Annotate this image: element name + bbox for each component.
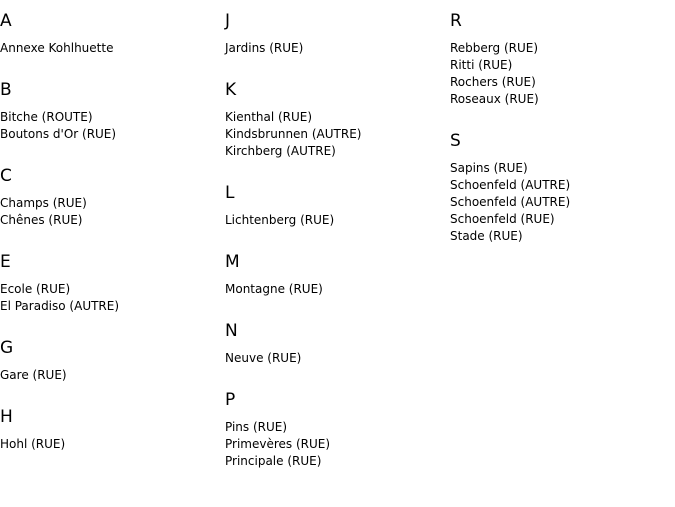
- street-link[interactable]: Kienthal (RUE): [225, 110, 313, 124]
- letter-group: [450, 130, 675, 245]
- letter-group: [225, 182, 450, 229]
- letter-heading: A: [0, 11, 12, 31]
- street-list: [450, 40, 675, 108]
- street-link[interactable]: Primevères (RUE): [225, 437, 331, 451]
- street-list: [0, 40, 225, 57]
- street-link[interactable]: Bitche (ROUTE): [0, 110, 93, 124]
- letter-heading: H: [0, 407, 13, 427]
- letter-heading: L: [225, 183, 235, 203]
- street-list: [450, 160, 675, 245]
- letter-heading: G: [0, 338, 14, 358]
- street-list: [225, 109, 450, 160]
- street-link[interactable]: Schoenfeld (AUTRE): [450, 195, 571, 209]
- letter-group: [225, 79, 450, 160]
- letter-group: [0, 251, 225, 315]
- street-link[interactable]: Champs (RUE): [0, 196, 87, 210]
- street-link[interactable]: Jardins (RUE): [225, 41, 304, 55]
- letter-heading: C: [0, 166, 12, 186]
- letter-group: [0, 165, 225, 229]
- street-link[interactable]: Montagne (RUE): [225, 282, 323, 296]
- street-list: [225, 40, 450, 57]
- street-link[interactable]: Boutons d'Or (RUE): [0, 127, 117, 141]
- letter-heading: N: [225, 321, 238, 341]
- letter-group: [0, 79, 225, 143]
- street-link[interactable]: Roseaux (RUE): [450, 92, 539, 106]
- letter-group: [0, 337, 225, 384]
- street-link[interactable]: Rebberg (RUE): [450, 41, 539, 55]
- street-list: [225, 350, 450, 367]
- letter-heading: J: [225, 11, 231, 31]
- street-link[interactable]: Ritti (RUE): [450, 58, 513, 72]
- index-column: [225, 0, 450, 492]
- street-list: [225, 281, 450, 298]
- letter-group: [225, 389, 450, 470]
- letter-group: [225, 10, 450, 57]
- letter-heading: P: [225, 390, 236, 410]
- street-link[interactable]: Gare (RUE): [0, 368, 67, 382]
- letter-heading: R: [450, 11, 462, 31]
- letter-heading: E: [0, 252, 11, 272]
- letter-heading: K: [225, 80, 237, 100]
- street-link[interactable]: Principale (RUE): [225, 454, 322, 468]
- index-column: [450, 0, 675, 267]
- letter-heading: S: [450, 131, 461, 151]
- street-link[interactable]: Pins (RUE): [225, 420, 288, 434]
- street-link[interactable]: Annexe Kohlhuette: [0, 41, 114, 55]
- street-link[interactable]: El Paradiso (AUTRE): [0, 299, 120, 313]
- street-list: [0, 281, 225, 315]
- street-link[interactable]: Kirchberg (AUTRE): [225, 144, 336, 158]
- street-list: [0, 436, 225, 453]
- street-link[interactable]: Rochers (RUE): [450, 75, 536, 89]
- letter-heading: B: [0, 80, 12, 100]
- street-link[interactable]: Sapins (RUE): [450, 161, 528, 175]
- street-link[interactable]: Hohl (RUE): [0, 437, 66, 451]
- street-link[interactable]: Stade (RUE): [450, 229, 523, 243]
- street-link[interactable]: Lichtenberg (RUE): [225, 213, 335, 227]
- street-link[interactable]: Kindsbrunnen (AUTRE): [225, 127, 362, 141]
- street-list: [0, 109, 225, 143]
- letter-group: [450, 10, 675, 108]
- street-link[interactable]: Neuve (RUE): [225, 351, 302, 365]
- letter-heading: M: [225, 252, 240, 272]
- letter-group: [225, 251, 450, 298]
- street-link[interactable]: Chênes (RUE): [0, 213, 83, 227]
- street-list: [225, 419, 450, 470]
- letter-group: [225, 320, 450, 367]
- letter-group: [0, 10, 225, 57]
- street-link[interactable]: Ecole (RUE): [0, 282, 71, 296]
- street-list: [225, 212, 450, 229]
- index-column: [0, 0, 225, 475]
- street-link[interactable]: Schoenfeld (AUTRE): [450, 178, 571, 192]
- street-list: [0, 195, 225, 229]
- letter-group: [0, 406, 225, 453]
- street-link[interactable]: Schoenfeld (RUE): [450, 212, 555, 226]
- street-list: [0, 367, 225, 384]
